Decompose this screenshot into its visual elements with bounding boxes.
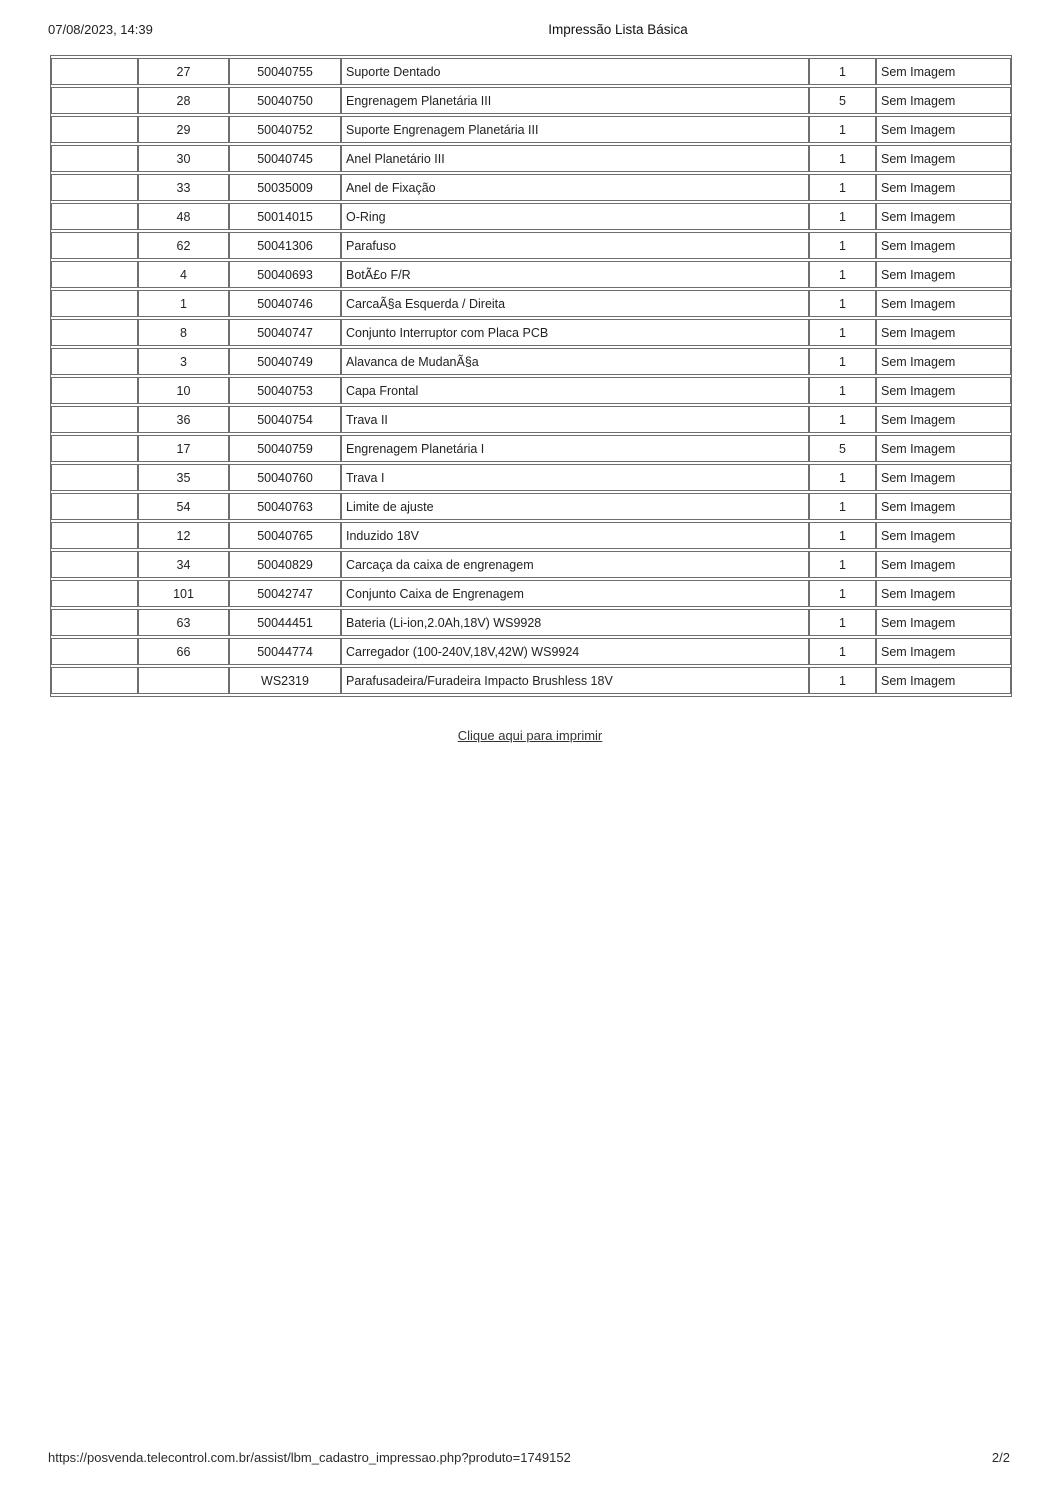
table-row [51,522,1011,549]
qty-cell: 1 [809,609,876,636]
code-cell: 50040750 [229,87,341,114]
description-cell: Parafusadeira/Furadeira Impacto Brushless 18V [341,667,809,694]
code-cell: 50040755 [229,58,341,85]
code-cell: 50040763 [229,493,341,520]
code-cell: 50040753 [229,377,341,404]
code-cell: 50040749 [229,348,341,375]
pos-cell: 66 [138,638,229,665]
pos-cell: 10 [138,377,229,404]
image-status-cell: Sem Imagem [876,551,1011,578]
description-cell: Anel Planetário III [341,145,809,172]
description-cell: Engrenagem Planetária III [341,87,809,114]
code-cell: 50042747 [229,580,341,607]
select-cell [51,261,138,288]
description-cell: Conjunto Interruptor com Placa PCB [341,319,809,346]
image-status-cell: Sem Imagem [876,290,1011,317]
qty-cell: 1 [809,377,876,404]
table-row [51,551,1011,578]
pos-cell: 54 [138,493,229,520]
description-cell: BotÃ£o F/R [341,261,809,288]
image-status-cell: Sem Imagem [876,435,1011,462]
code-cell: 50040759 [229,435,341,462]
pos-cell: 62 [138,232,229,259]
select-cell [51,348,138,375]
footer-url: https://posvenda.telecontrol.com.br/assist/lbm_cadastro_impressao.php?produto=1749152 [48,1450,571,1465]
pos-cell: 63 [138,609,229,636]
qty-cell: 1 [809,580,876,607]
select-cell [51,58,138,85]
print-link-row [0,727,1060,745]
code-cell: 50014015 [229,203,341,230]
description-cell: Capa Frontal [341,377,809,404]
table-row [51,174,1011,201]
qty-cell: 1 [809,319,876,346]
qty-cell: 1 [809,174,876,201]
select-cell [51,290,138,317]
pos-cell: 28 [138,87,229,114]
image-status-cell: Sem Imagem [876,145,1011,172]
pos-cell: 48 [138,203,229,230]
select-cell [51,174,138,201]
description-cell: Trava I [341,464,809,491]
pos-cell: 3 [138,348,229,375]
qty-cell: 1 [809,406,876,433]
image-status-cell: Sem Imagem [876,464,1011,491]
qty-cell: 1 [809,493,876,520]
description-cell: Parafuso [341,232,809,259]
select-cell [51,377,138,404]
description-cell: Carregador (100-240V,18V,42W) WS9924 [341,638,809,665]
qty-cell: 1 [809,116,876,143]
code-cell: 50040752 [229,116,341,143]
image-status-cell: Sem Imagem [876,580,1011,607]
select-cell [51,116,138,143]
select-cell [51,464,138,491]
description-cell: Suporte Engrenagem Planetária III [341,116,809,143]
description-cell: Induzido 18V [341,522,809,549]
pos-cell: 29 [138,116,229,143]
pos-cell: 30 [138,145,229,172]
select-cell [51,667,138,694]
qty-cell: 1 [809,232,876,259]
code-cell: 50040745 [229,145,341,172]
qty-cell: 1 [809,638,876,665]
table-row [51,406,1011,433]
select-cell [51,319,138,346]
table-row [51,609,1011,636]
description-cell: Trava II [341,406,809,433]
table-row [51,87,1011,114]
select-cell [51,580,138,607]
pos-cell: 34 [138,551,229,578]
pos-cell: 35 [138,464,229,491]
table-row [51,203,1011,230]
pos-cell: 8 [138,319,229,346]
table-row [51,493,1011,520]
qty-cell: 5 [809,87,876,114]
qty-cell: 1 [809,667,876,694]
table-row [51,58,1011,85]
image-status-cell: Sem Imagem [876,406,1011,433]
qty-cell: 1 [809,551,876,578]
image-status-cell: Sem Imagem [876,203,1011,230]
pos-cell: 27 [138,58,229,85]
description-cell: Limite de ajuste [341,493,809,520]
qty-cell: 1 [809,290,876,317]
pos-cell: 36 [138,406,229,433]
print-header [0,0,1060,55]
code-cell: 50040760 [229,464,341,491]
image-status-cell: Sem Imagem [876,493,1011,520]
pos-cell: 1 [138,290,229,317]
image-status-cell: Sem Imagem [876,116,1011,143]
table-row [51,145,1011,172]
image-status-cell: Sem Imagem [876,638,1011,665]
description-cell: Alavanca de MudanÃ§a [341,348,809,375]
table-row [51,638,1011,665]
table-row [51,319,1011,346]
image-status-cell: Sem Imagem [876,522,1011,549]
description-cell: Conjunto Caixa de Engrenagem [341,580,809,607]
code-cell: 50040829 [229,551,341,578]
qty-cell: 1 [809,261,876,288]
print-page-link[interactable]: Clique aqui para imprimir [457,728,603,743]
table-row [51,261,1011,288]
select-cell [51,522,138,549]
code-cell: 50040754 [229,406,341,433]
image-status-cell: Sem Imagem [876,261,1011,288]
table-row [51,667,1011,694]
image-status-cell: Sem Imagem [876,348,1011,375]
qty-cell: 1 [809,348,876,375]
parts-table-container [50,55,1012,697]
qty-cell: 1 [809,203,876,230]
select-cell [51,145,138,172]
image-status-cell: Sem Imagem [876,87,1011,114]
qty-cell: 5 [809,435,876,462]
page-title: Impressão Lista Básica [548,22,688,37]
select-cell [51,609,138,636]
image-status-cell: Sem Imagem [876,319,1011,346]
select-cell [51,232,138,259]
pos-cell: 17 [138,435,229,462]
table-row [51,348,1011,375]
image-status-cell: Sem Imagem [876,58,1011,85]
parts-table [50,55,1012,697]
table-row [51,290,1011,317]
table-row [51,580,1011,607]
image-status-cell: Sem Imagem [876,174,1011,201]
select-cell [51,551,138,578]
code-cell: 50040765 [229,522,341,549]
image-status-cell: Sem Imagem [876,609,1011,636]
qty-cell: 1 [809,464,876,491]
description-cell: Suporte Dentado [341,58,809,85]
code-cell: 50040746 [229,290,341,317]
description-cell: Anel de Fixação [341,174,809,201]
pos-cell: 12 [138,522,229,549]
table-row [51,116,1011,143]
select-cell [51,493,138,520]
qty-cell: 1 [809,145,876,172]
description-cell: Bateria (Li-ion,2.0Ah,18V) WS9928 [341,609,809,636]
image-status-cell: Sem Imagem [876,232,1011,259]
select-cell [51,435,138,462]
code-cell: 50040693 [229,261,341,288]
description-cell: Engrenagem Planetária I [341,435,809,462]
code-cell: 50040747 [229,319,341,346]
description-cell: Carcaça da caixa de engrenagem [341,551,809,578]
pos-cell: 33 [138,174,229,201]
table-row [51,232,1011,259]
qty-cell: 1 [809,522,876,549]
code-cell: 50044774 [229,638,341,665]
qty-cell: 1 [809,58,876,85]
image-status-cell: Sem Imagem [876,377,1011,404]
select-cell [51,203,138,230]
pos-cell [138,667,229,694]
table-row [51,464,1011,491]
select-cell [51,87,138,114]
image-status-cell: Sem Imagem [876,667,1011,694]
code-cell: 50035009 [229,174,341,201]
pos-cell: 101 [138,580,229,607]
table-row [51,377,1011,404]
table-row [51,435,1011,462]
print-datetime: 07/08/2023, 14:39 [48,22,153,37]
select-cell [51,638,138,665]
pos-cell: 4 [138,261,229,288]
code-cell: 50044451 [229,609,341,636]
footer-page-indicator: 2/2 [991,1450,1010,1465]
select-cell [51,406,138,433]
description-cell: O-Ring [341,203,809,230]
description-cell: CarcaÃ§a Esquerda / Direita [341,290,809,317]
code-cell: 50041306 [229,232,341,259]
code-cell: WS2319 [229,667,341,694]
parts-table-body [51,58,1011,694]
